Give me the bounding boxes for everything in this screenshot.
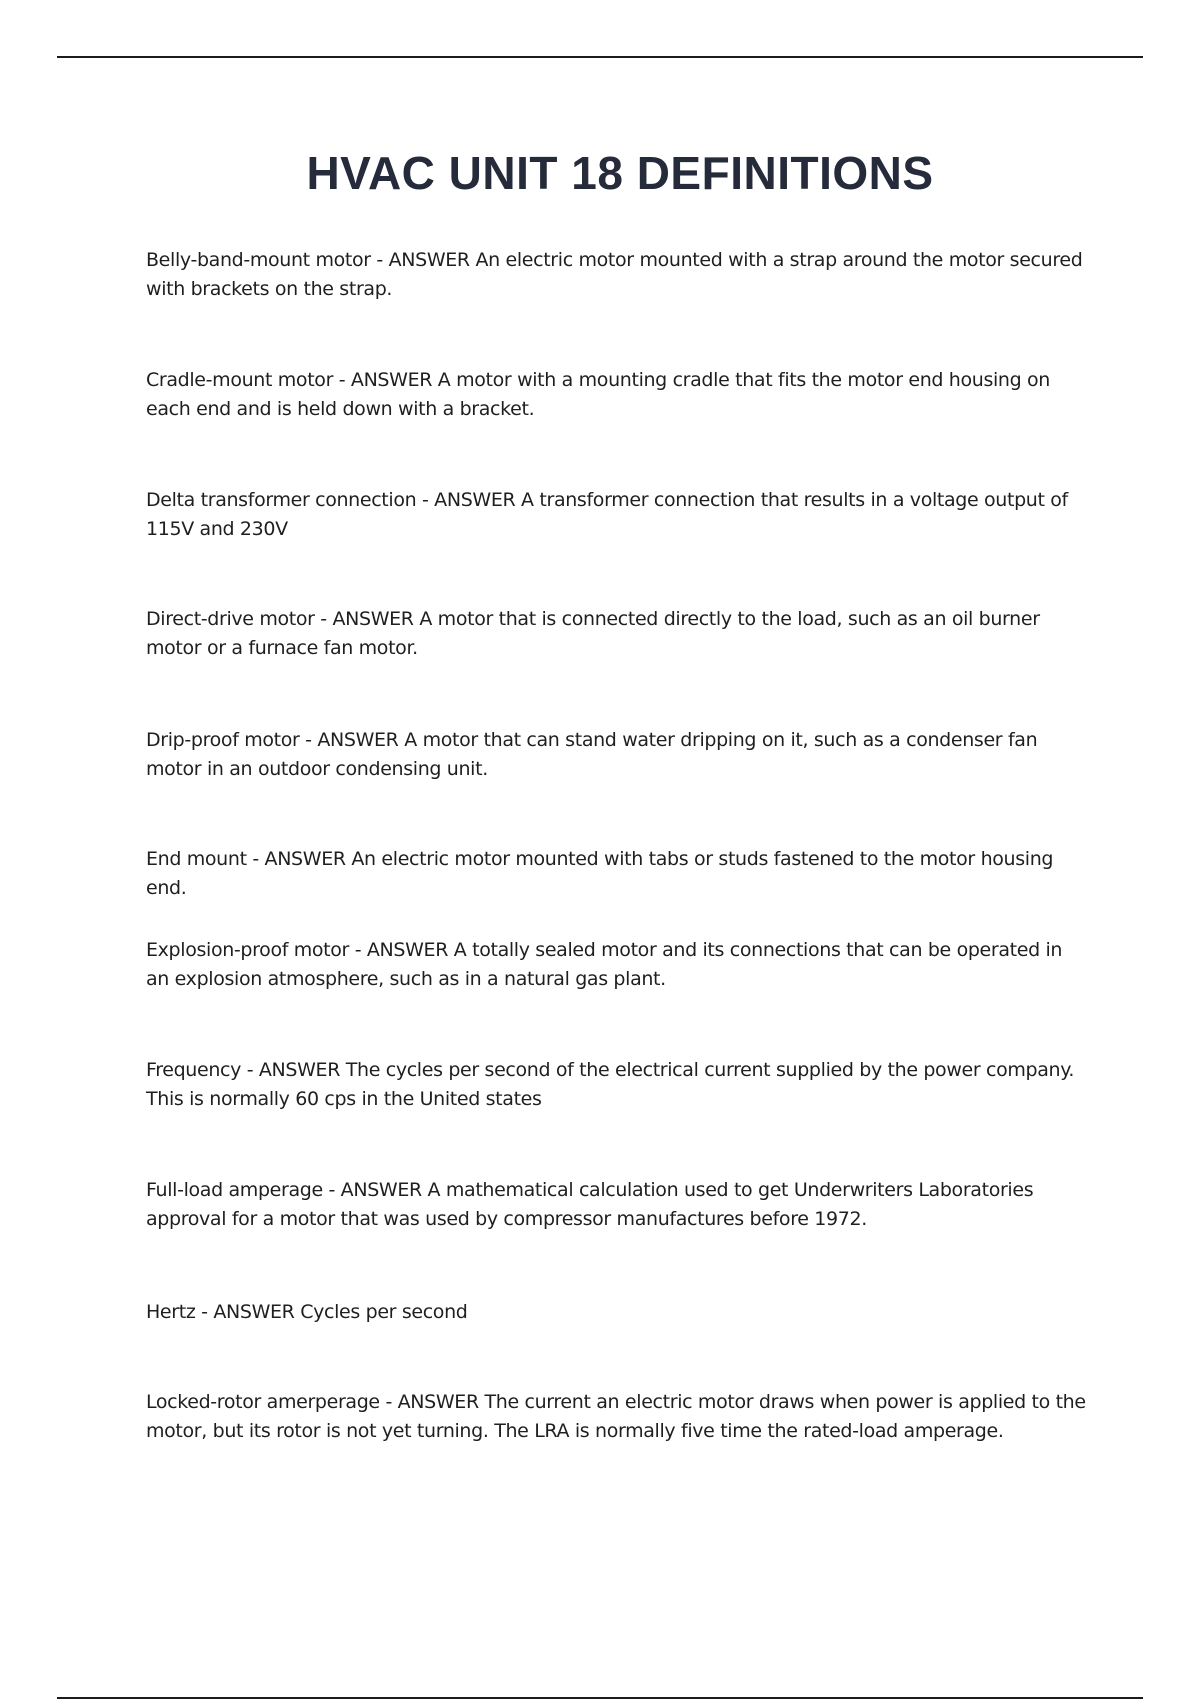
definition-direct-drive-motor: Direct-drive motor - ANSWER A motor that is connected directly to the load, such as an oil burner motor or a furnace fan motor. xyxy=(146,608,1040,659)
definition-hertz: Hertz - ANSWER Cycles per second xyxy=(146,1301,468,1323)
document-title: HVAC UNIT 18 DEFINITIONS xyxy=(306,147,934,199)
definition-explosion-proof-motor: Explosion-proof motor - ANSWER A totally sealed motor and its connections that can be operated in an explosion atmosphere, such as in a natural gas plant. xyxy=(146,939,1063,990)
top-divider xyxy=(57,56,1143,58)
definition-full-load-amperage: Full-load amperage - ANSWER A mathematical calculation used to get Underwriters Laboratories approval for a motor that was used by compressor manufactures before 1972. xyxy=(146,1179,1034,1230)
definition-frequency: Frequency - ANSWER The cycles per second of the electrical current supplied by the power company. This is normally 60 cps in the United states xyxy=(146,1059,1075,1110)
definition-belly-band-mount-motor: Belly-band-mount motor - ANSWER An electric motor mounted with a strap around the motor secured with brackets on the strap. xyxy=(146,249,1083,300)
definition-locked-rotor-amperage: Locked-rotor amerperage - ANSWER The current an electric motor draws when power is applied to the motor, but its rotor is not yet turning. The LRA is normally five time the rated-load amperage. xyxy=(146,1391,1086,1442)
definition-drip-proof-motor: Drip-proof motor - ANSWER A motor that can stand water dripping on it, such as a condenser fan motor in an outdoor condensing unit. xyxy=(146,729,1038,780)
definition-end-mount: End mount - ANSWER An electric motor mounted with tabs or studs fastened to the motor housing end. xyxy=(146,848,1054,899)
bottom-divider xyxy=(57,1697,1143,1699)
definition-delta-transformer-connection: Delta transformer connection - ANSWER A transformer connection that results in a voltage output of 115V and 230V xyxy=(146,489,1068,540)
definition-cradle-mount-motor: Cradle-mount motor - ANSWER A motor with a mounting cradle that fits the motor end housing on each end and is held down with a bracket. xyxy=(146,369,1050,420)
